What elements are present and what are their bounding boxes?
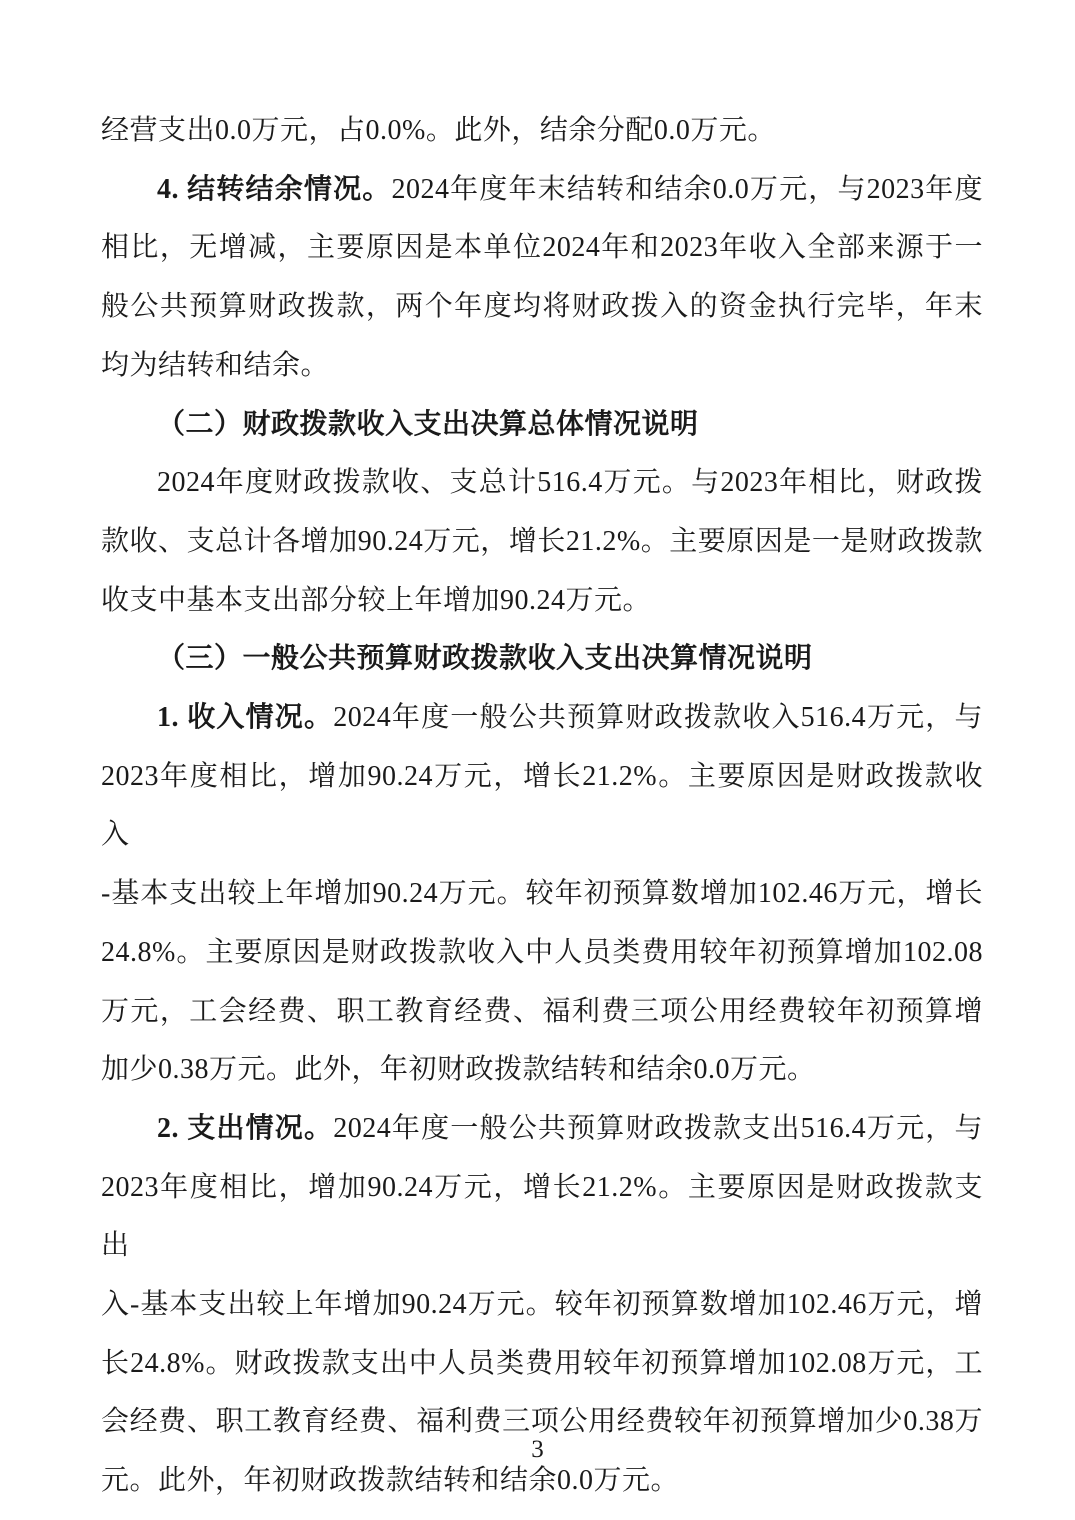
text-line — [101, 1100, 983, 1159]
bold-text-run: 1. 收入情况。 — [157, 702, 334, 734]
text-run: 款收、支总计各增加90.24万元，增长21.2%。主要原因是一是财政拨款 — [101, 525, 983, 557]
text-line — [101, 337, 983, 396]
text-line — [101, 572, 983, 631]
text-run: 入-基本支出较上年增加90.24万元。较年初预算数增加102.46万元，增 — [101, 1289, 983, 1321]
text-run: 万元，工会经费、职工教育经费、福利费三项公用经费较年初预算增 — [101, 995, 983, 1027]
text-line — [101, 689, 983, 748]
text-line — [101, 924, 983, 983]
text-line — [101, 630, 983, 689]
text-run: 般公共预算财政拨款，两个年度均将财政拨入的资金执行完毕，年末 — [101, 291, 983, 323]
text-run: 均为结转和结余。 — [101, 349, 330, 381]
text-line — [101, 396, 983, 455]
text-run: 加少0.38万元。此外，年初财政拨款结转和结余0.0万元。 — [101, 1054, 816, 1086]
document-body — [101, 102, 983, 1511]
text-line — [101, 513, 983, 572]
bold-text-run: 2. 支出情况。 — [157, 1112, 334, 1144]
text-run: 2024年度一般公共预算财政拨款支出516.4万元，与 — [333, 1112, 983, 1144]
text-run: 会经费、职工教育经费、福利费三项公用经费较年初预算增加少0.38万 — [101, 1406, 983, 1438]
text-run: 长24.8%。财政拨款支出中人员类费用较年初预算增加102.08万元，工 — [101, 1347, 983, 1379]
text-run: 2024年度一般公共预算财政拨款收入516.4万元，与 — [333, 702, 983, 734]
text-line — [101, 1276, 983, 1335]
page-number: 3 — [531, 1436, 544, 1463]
bold-text-run: （二）财政拨款收入支出决算总体情况说明 — [157, 408, 699, 440]
text-line — [101, 748, 983, 865]
bold-text-run: （三）一般公共预算财政拨款收入支出决算情况说明 — [157, 643, 813, 675]
bold-text-run: 4. 结转结余情况。 — [157, 173, 392, 205]
text-line — [101, 983, 983, 1042]
text-line — [101, 219, 983, 278]
text-run: 2024年度财政拨款收、支总计516.4万元。与2023年相比，财政拨 — [157, 467, 983, 499]
text-line — [101, 454, 983, 513]
text-run: 元。此外，年初财政拨款结转和结余0.0万元。 — [101, 1465, 680, 1497]
text-run: 24.8%。主要原因是财政拨款收入中人员类费用较年初预算增加102.08 — [101, 936, 983, 968]
text-run: 2023年度相比，增加90.24万元，增长21.2%。主要原因是财政拨款支出 — [101, 1171, 983, 1262]
text-line — [101, 161, 983, 220]
text-line — [101, 278, 983, 337]
text-run: 相比，无增减，主要原因是本单位2024年和2023年收入全部来源于一 — [101, 232, 983, 264]
text-line — [101, 1159, 983, 1276]
text-line — [101, 102, 983, 161]
text-line — [101, 1335, 983, 1394]
text-run: -基本支出较上年增加90.24万元。较年初预算数增加102.46万元，增长 — [101, 878, 983, 910]
text-line — [101, 865, 983, 924]
text-line — [101, 1041, 983, 1100]
text-run: 收支中基本支出部分较上年增加90.24万元。 — [101, 584, 652, 616]
text-run: 经营支出0.0万元，占0.0%。此外，结余分配0.0万元。 — [101, 115, 776, 146]
text-run: 2023年度相比，增加90.24万元，增长21.2%。主要原因是财政拨款收入 — [101, 760, 983, 851]
text-run: 2024年度年末结转和结余0.0万元，与2023年度 — [391, 173, 983, 205]
